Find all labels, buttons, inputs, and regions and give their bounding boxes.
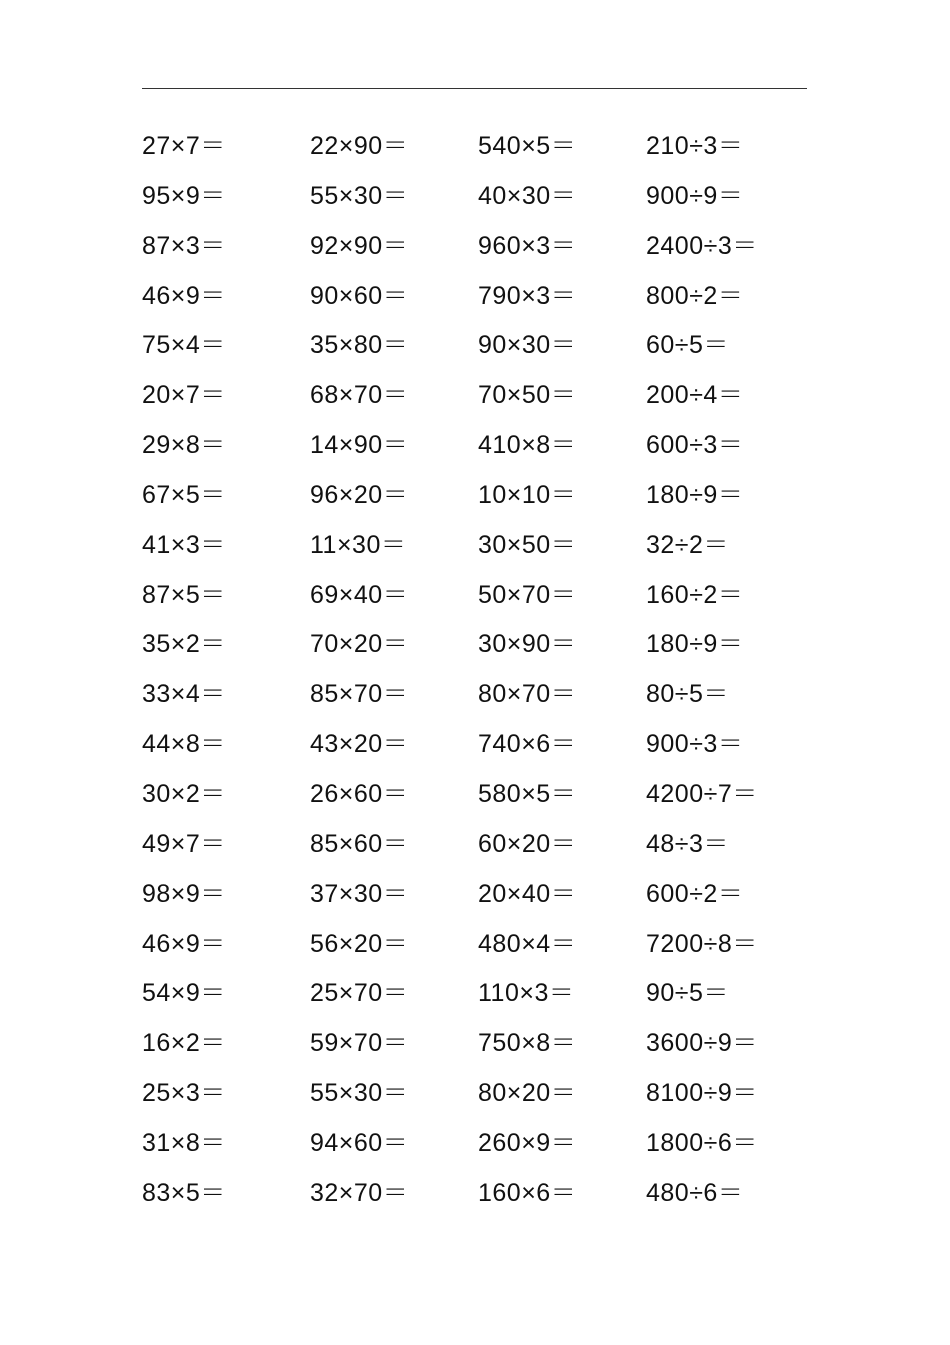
math-problem: 60×20＝ — [478, 829, 577, 858]
math-problem: 48÷3＝ — [646, 829, 729, 858]
math-problem: 10×10＝ — [478, 480, 577, 509]
math-problem: 16×2＝ — [142, 1029, 226, 1058]
math-problem: 96×20＝ — [310, 480, 409, 509]
problem-row — [142, 421, 822, 471]
problem-row — [142, 172, 822, 222]
math-problem: 180÷9＝ — [646, 630, 744, 659]
math-problem: 29×8＝ — [142, 431, 226, 460]
math-problem: 87×5＝ — [142, 580, 226, 609]
math-problem: 56×20＝ — [310, 929, 409, 958]
math-problem: 92×90＝ — [310, 231, 409, 260]
math-problem: 210÷3＝ — [646, 132, 744, 160]
problem-row — [142, 371, 822, 421]
math-problem: 480×4＝ — [478, 929, 577, 958]
math-problem: 410×8＝ — [478, 431, 577, 460]
math-problem: 90×30＝ — [478, 331, 577, 360]
problem-row — [142, 521, 822, 571]
math-problem: 900÷3＝ — [646, 730, 744, 759]
math-problem: 80×70＝ — [478, 680, 577, 709]
math-problem: 35×2＝ — [142, 630, 226, 659]
math-problem: 480÷6＝ — [646, 1178, 744, 1207]
math-problem: 180÷9＝ — [646, 480, 744, 509]
math-problem: 25×3＝ — [142, 1079, 226, 1108]
math-problem: 95×9＝ — [142, 181, 226, 210]
math-problem: 8100÷9＝ — [646, 1079, 758, 1108]
math-problem: 54×9＝ — [142, 979, 226, 1008]
math-problem: 200÷4＝ — [646, 381, 744, 410]
math-problem: 69×40＝ — [310, 580, 409, 609]
math-problem: 98×9＝ — [142, 879, 226, 908]
math-problem: 2400÷3＝ — [646, 231, 758, 260]
math-problem: 85×70＝ — [310, 680, 409, 709]
problem-row — [142, 571, 822, 621]
math-problem: 59×70＝ — [310, 1029, 409, 1058]
header-rule — [142, 88, 807, 89]
math-problem: 41×3＝ — [142, 530, 226, 559]
math-problem: 960×3＝ — [478, 231, 577, 260]
math-problem: 3600÷9＝ — [646, 1029, 758, 1058]
math-problem: 70×50＝ — [478, 381, 577, 410]
math-problem: 80÷5＝ — [646, 680, 729, 709]
math-problem: 43×20＝ — [310, 730, 409, 759]
math-problem: 55×30＝ — [310, 1079, 409, 1108]
math-problem: 90÷5＝ — [646, 979, 729, 1008]
math-problem: 85×60＝ — [310, 829, 409, 858]
math-problem: 49×7＝ — [142, 829, 226, 858]
math-problem: 4200÷7＝ — [646, 779, 758, 808]
math-problem: 22×90＝ — [310, 132, 409, 160]
math-problem: 20×7＝ — [142, 381, 226, 410]
math-problem: 27×7＝ — [142, 132, 226, 160]
problem-row — [142, 720, 822, 770]
math-problem: 30×90＝ — [478, 630, 577, 659]
math-problem: 14×90＝ — [310, 431, 409, 460]
math-problem: 800÷2＝ — [646, 281, 744, 310]
math-problem: 580×5＝ — [478, 779, 577, 808]
math-problem: 46×9＝ — [142, 929, 226, 958]
math-problem: 33×4＝ — [142, 680, 226, 709]
math-problem: 32×70＝ — [310, 1178, 409, 1207]
math-problem: 26×60＝ — [310, 779, 409, 808]
problem-grid — [142, 122, 822, 1219]
problem-row — [142, 920, 822, 970]
math-problem: 60÷5＝ — [646, 331, 729, 360]
math-problem: 30×2＝ — [142, 779, 226, 808]
math-problem: 67×5＝ — [142, 480, 226, 509]
math-problem: 790×3＝ — [478, 281, 577, 310]
math-problem: 600÷2＝ — [646, 879, 744, 908]
math-problem: 11×30＝ — [310, 530, 407, 559]
math-problem: 70×20＝ — [310, 630, 409, 659]
math-problem: 740×6＝ — [478, 730, 577, 759]
math-problem: 20×40＝ — [478, 879, 577, 908]
math-problem: 35×80＝ — [310, 331, 409, 360]
problem-row — [142, 770, 822, 820]
math-problem: 40×30＝ — [478, 181, 577, 210]
problem-row — [142, 1119, 822, 1169]
problem-row — [142, 122, 822, 172]
math-problem: 31×8＝ — [142, 1128, 226, 1157]
math-problem: 87×3＝ — [142, 231, 226, 260]
math-problem: 90×60＝ — [310, 281, 409, 310]
problem-row — [142, 1019, 822, 1069]
math-problem: 260×9＝ — [478, 1128, 577, 1157]
problem-row — [142, 870, 822, 920]
math-problem: 32÷2＝ — [646, 530, 729, 559]
math-problem: 750×8＝ — [478, 1029, 577, 1058]
math-problem: 540×5＝ — [478, 132, 577, 160]
math-problem: 600÷3＝ — [646, 431, 744, 460]
math-problem: 37×30＝ — [310, 879, 409, 908]
math-problem: 25×70＝ — [310, 979, 409, 1008]
math-problem: 30×50＝ — [478, 530, 577, 559]
math-problem: 1800÷6＝ — [646, 1128, 758, 1157]
problem-row — [142, 321, 822, 371]
problem-row — [142, 272, 822, 322]
math-problem: 44×8＝ — [142, 730, 226, 759]
math-problem: 68×70＝ — [310, 381, 409, 410]
math-problem: 110×3＝ — [478, 979, 575, 1008]
problem-row — [142, 670, 822, 720]
math-problem: 160×6＝ — [478, 1178, 577, 1207]
problem-row — [142, 1169, 822, 1219]
problem-row — [142, 1069, 822, 1119]
math-problem: 94×60＝ — [310, 1128, 409, 1157]
math-problem: 160÷2＝ — [646, 580, 744, 609]
math-problem: 75×4＝ — [142, 331, 226, 360]
problem-row — [142, 969, 822, 1019]
math-problem: 900÷9＝ — [646, 181, 744, 210]
math-problem: 55×30＝ — [310, 181, 409, 210]
math-problem: 46×9＝ — [142, 281, 226, 310]
problem-row — [142, 620, 822, 670]
problem-row — [142, 820, 822, 870]
math-problem: 50×70＝ — [478, 580, 577, 609]
math-problem: 7200÷8＝ — [646, 929, 758, 958]
math-problem: 80×20＝ — [478, 1079, 577, 1108]
math-problem: 83×5＝ — [142, 1178, 226, 1207]
problem-row — [142, 471, 822, 521]
problem-row — [142, 222, 822, 272]
